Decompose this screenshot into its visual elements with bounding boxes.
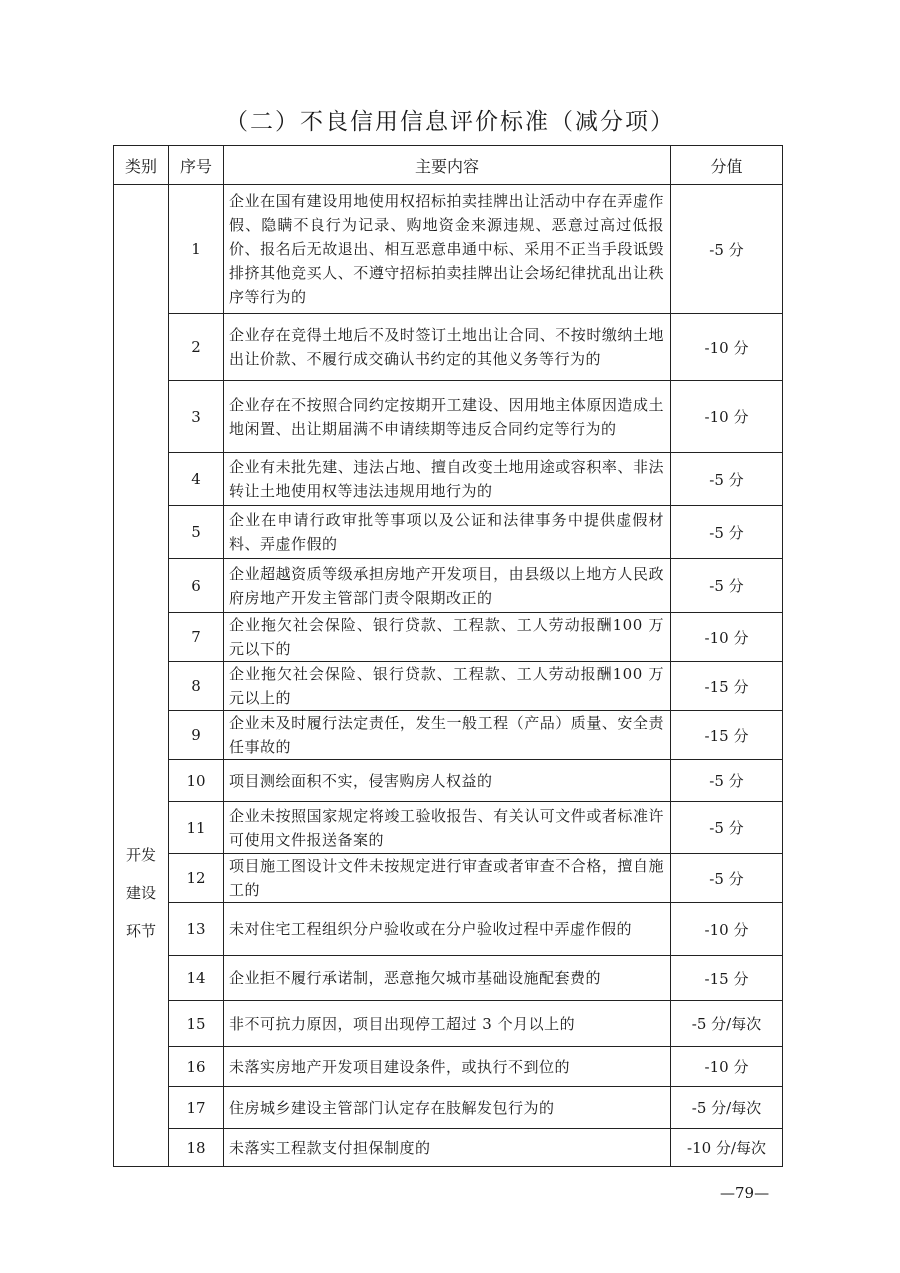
table-row: [114, 559, 783, 613]
row-number: 15: [169, 1001, 224, 1047]
page-number: —79—: [720, 1184, 770, 1202]
row-score: -5 分: [671, 506, 783, 559]
table-row: [114, 956, 783, 1001]
category-label: 建设: [125, 884, 156, 902]
row-score: -5 分: [671, 760, 783, 802]
row-content: 企业拖欠社会保险、银行贷款、工程款、工人劳动报酬100 万元以上的: [224, 662, 671, 711]
row-content: 企业存在不按照合同约定按期开工建设、因用地主体原因造成土地闲置、出让期届满不申请续期等违反合同约定等行为的: [224, 381, 671, 453]
page-title: （二）不良信用信息评价标准（减分项）: [225, 109, 675, 135]
header-category: 类别: [114, 146, 169, 185]
row-score: -5 分: [671, 854, 783, 903]
row-number: 8: [169, 662, 224, 711]
table-row: [114, 1001, 783, 1047]
row-number: 3: [169, 381, 224, 453]
category-cell: [114, 185, 169, 1167]
row-score: -5 分: [671, 559, 783, 613]
table-row: [114, 662, 783, 711]
row-score: -5 分/每次: [671, 1001, 783, 1047]
row-score: -15 分: [671, 956, 783, 1001]
table-row: [114, 506, 783, 559]
row-content: 企业在国有建设用地使用权招标拍卖挂牌出让活动中存在弄虚作假、隐瞒不良行为记录、购地资金来源违规、恶意过高过低报价、报名后无故退出、相互恶意串通中标、采用不正当手段诋毁排挤其他竞买人、不遵守招标拍卖挂牌出让会场纪律扰乱出让秩序等行为的: [224, 185, 671, 314]
table-row: [114, 453, 783, 506]
row-number: 17: [169, 1087, 224, 1129]
row-score: -5 分: [671, 802, 783, 854]
row-score: -15 分: [671, 662, 783, 711]
table-row: [114, 802, 783, 854]
row-content: 非不可抗力原因，项目出现停工超过 3 个月以上的: [224, 1001, 671, 1047]
row-score: -10 分/每次: [671, 1129, 783, 1167]
row-content: 住房城乡建设主管部门认定存在肢解发包行为的: [224, 1087, 671, 1129]
row-score: -10 分: [671, 381, 783, 453]
row-content: 企业在申请行政审批等事项以及公证和法律事务中提供虚假材料、弄虚作假的: [224, 506, 671, 559]
table-row: [114, 1087, 783, 1129]
row-number: 5: [169, 506, 224, 559]
table-row: [114, 1129, 783, 1167]
row-number: 11: [169, 802, 224, 854]
row-content: 未对住宅工程组织分户验收或在分户验收过程中弄虚作假的: [224, 903, 671, 956]
row-score: -10 分: [671, 1047, 783, 1087]
header-index: 序号: [169, 146, 224, 185]
row-score: -10 分: [671, 903, 783, 956]
row-number: 1: [169, 185, 224, 314]
row-content: 未落实工程款支付担保制度的: [224, 1129, 671, 1167]
row-number: 12: [169, 854, 224, 903]
category-label: 开发: [125, 846, 156, 864]
row-content: 企业拒不履行承诺制，恶意拖欠城市基础设施配套费的: [224, 956, 671, 1001]
row-number: 2: [169, 314, 224, 381]
row-score: -5 分: [671, 185, 783, 314]
table-row: [114, 185, 783, 314]
row-content: 企业超越资质等级承担房地产开发项目，由县级以上地方人民政府房地产开发主管部门责令限期改正的: [224, 559, 671, 613]
category-label: 环节: [125, 922, 156, 940]
row-number: 9: [169, 711, 224, 760]
row-content: 未落实房地产开发项目建设条件，或执行不到位的: [224, 1047, 671, 1087]
row-number: 16: [169, 1047, 224, 1087]
table-row: [114, 760, 783, 802]
table-body: [114, 185, 783, 1167]
row-score: -15 分: [671, 711, 783, 760]
row-content: 企业拖欠社会保险、银行贷款、工程款、工人劳动报酬100 万元以下的: [224, 613, 671, 662]
row-content: 项目施工图设计文件未按规定进行审查或者审查不合格，擅自施工的: [224, 854, 671, 903]
row-number: 18: [169, 1129, 224, 1167]
row-score: -10 分: [671, 613, 783, 662]
row-score: -10 分: [671, 314, 783, 381]
row-number: 14: [169, 956, 224, 1001]
row-content: 企业有未批先建、违法占地、擅自改变土地用途或容积率、非法转让土地使用权等违法违规用地行为的: [224, 453, 671, 506]
row-content: 企业未按照国家规定将竣工验收报告、有关认可文件或者标准许可使用文件报送备案的: [224, 802, 671, 854]
header-content: 主要内容: [224, 146, 671, 185]
evaluation-table: [113, 145, 783, 1167]
table-row: [114, 1047, 783, 1087]
row-number: 10: [169, 760, 224, 802]
row-number: 6: [169, 559, 224, 613]
table-row: [114, 613, 783, 662]
row-content: 项目测绘面积不实，侵害购房人权益的: [224, 760, 671, 802]
row-number: 7: [169, 613, 224, 662]
header-score: 分值: [671, 146, 783, 185]
table-row: [114, 314, 783, 381]
table-row: [114, 854, 783, 903]
row-content: 企业未及时履行法定责任，发生一般工程（产品）质量、安全责任事故的: [224, 711, 671, 760]
table-row: [114, 711, 783, 760]
row-score: -5 分: [671, 453, 783, 506]
row-number: 13: [169, 903, 224, 956]
table-row: [114, 903, 783, 956]
row-score: -5 分/每次: [671, 1087, 783, 1129]
row-content: 企业存在竞得土地后不及时签订土地出让合同、不按时缴纳土地出让价款、不履行成交确认书约定的其他义务等行为的: [224, 314, 671, 381]
table-row: [114, 381, 783, 453]
table-header-row: [114, 146, 783, 185]
row-number: 4: [169, 453, 224, 506]
